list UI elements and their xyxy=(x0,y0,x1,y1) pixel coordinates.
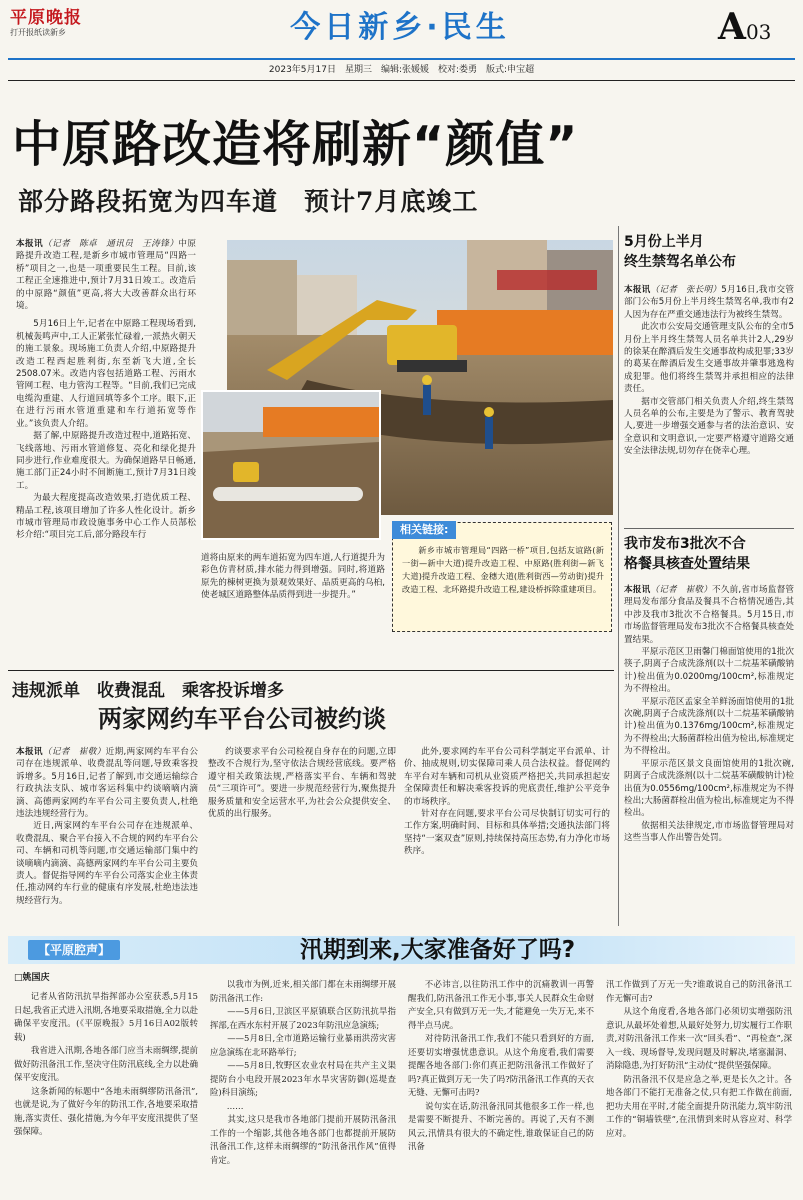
column-col-1 xyxy=(14,990,198,1139)
page-digits: 03 xyxy=(745,20,772,44)
page-letter: A xyxy=(718,6,746,48)
related-link-title: 相关链接: xyxy=(392,521,456,539)
lead-para-2: 5月16日上午,记者在中原路工程现场看到,机械轰鸣声中,工人正紧张忙碌着,一派热火朝天的施工景象。现场施工负责人介绍,中原路提升改造工程西起胜利街,东至新飞大道,全长2508.07米。改造内容包括道路工程、污雨水管网工程、电力管沟工程等。“目前,我们已完成电缆沟重建、人行道回填等多个工序。眼下,正在进行污雨水管道重建和车行道拓宽等作业。”该负责人介绍。 xyxy=(16,319,196,429)
lead-para-3: 据了解,中原路提升改造过程中,道路拓宽、飞线落地、污雨水管道修复、亮化和绿化提升同步进行,作业难度很大。为确保道路早日畅通,施工部门正24小时不间断施工,预计7月31日竣工。 xyxy=(16,431,196,491)
ridehail-column-1 xyxy=(16,746,198,907)
inset-photo-art xyxy=(203,392,379,538)
page-number xyxy=(718,8,771,51)
column-text-1: 记者从省防汛抗旱指挥部办公室获悉,5月15日起,我省正式进入汛期,各地要采取措施,全力以赴确保平安度汛。(《平原晚报》5月16日A02版转载) 我省进入汛期,各地各部门应当未雨绸缪,提前做好防汛备汛工作,坚决守住防汛底线,全力以赴确保平安度汛。 这条新闻的标题中“各地未雨绸缪防汛备汛”,也就是说,为了做好今年的防汛工作,各地要采取措施,落实责任、强化措施,为今年平安度汛提供了坚强保障。 xyxy=(14,991,198,1136)
lead-para-5: 道将由原来的两车道拓宽为四车道,人行道提升为彩色仿青材质,排水能力得到增强。同时,将道路原先的棟树更换为景观效果好、品质更高的乌桕,使老城区道路整体品质得到进一步提升。” xyxy=(201,553,385,601)
lead-para-4: 为最大程度提高改造效果,打造优质工程、精品工程,该项目增加了许多人性化设计。新乡市城市管理局市政设施事务中心工作人员郜松杉介绍:“项目完工后,部分路段车行 xyxy=(16,493,196,541)
ridehail-top-rule xyxy=(8,670,614,671)
drunk-drive-para-1-text: 5月16日,我市交管部门公布5月份上半月终生禁驾名单,我市有2人因为存在严重交通违法行为被终生禁驾。 xyxy=(624,285,794,320)
column-col-2 xyxy=(210,978,396,1167)
lead-subhead: 部分路段拓宽为四车道 预计7月底竣工 xyxy=(18,187,479,216)
construction-photo-inset xyxy=(201,390,381,540)
tableware-top-rule xyxy=(624,528,794,529)
drunk-drive-article xyxy=(624,232,794,458)
ridehail-para-2: 近日,两家网约车平台公司存在违规派单、收费混乱、聚合平台接入不合规的网约车平台公司、车辆和司机等问题,市交通运输部门集中约谈嘀嘀内滴滴、高德两家网约车平台公司主要负责人。督促指导网约车平台公司落实企业主体责任,推动网约车行业的健康有序发展,杜绝违法违规经营行为。 xyxy=(16,821,198,906)
lead-byline-note: （记者 陈卓 通讯员 王涛锋） xyxy=(43,239,179,249)
drunk-drive-title-1: 5月份上半月 xyxy=(624,234,704,250)
related-link-text: 新乡市城市管理局“四路一桥”项目,包括友谊路(新一街—新中大道)提升改造工程、中原路(胜利街—新飞大道)提升改造工程、金穗大道(胜利街西—劳动街)提升改造工程、北环路提升改造工程,建设桥拆除重建项目。 xyxy=(402,545,604,594)
lead-para-1-text: 中原路提升改造工程,是新乡市城市管理局“四路一桥”项目之一,也是一项重要民生工程。目前,该工程正全速推进中,预计7月31日竣工。改造后的中原路“颜值”更高,将大大改善群众出行环境。 xyxy=(16,239,196,312)
lead-column-2 xyxy=(201,552,385,602)
dateline: 2023年5月17日 星期三 编辑:张媛媛 校对:娄勇 版式:申宝超 xyxy=(268,65,535,75)
ridehail-column-2 xyxy=(208,746,396,820)
masthead-rule xyxy=(8,58,795,60)
right-column-rule xyxy=(618,226,619,926)
dateline-rule xyxy=(8,80,795,81)
tableware-para-2: 平原示范区卫雨馨门棉面馆使用的1批次筷子,阴离子合成洗涤剂(以十二烷基苯磺酸钠计)检出值为0.0200mg/100cm²,标准规定为不得检出。 xyxy=(624,647,794,695)
ridehail-byline-note: （记者 崔敬） xyxy=(42,747,106,757)
ridehail-para-1-text: 近期,两家网约车平台公司存在违规派单、收费混乱等问题,导致乘客投诉增多。5月16日,记者了解到,市交通运输综合行政执法支队、城市客运科集中约谈嘀嘀内滴滴、高德两家网约车平台公司主要负责人,杜绝违法违规经营行为。 xyxy=(16,747,198,820)
paper-slogan: 打开报纸读新乡 xyxy=(10,28,66,37)
lead-headline: 中原路改造将刷新“颜值” xyxy=(12,116,579,173)
column-text-3: 不必讳言,以往防汛工作中的沉痛教训一再警醒我们,防汛备汛工作无小事,事关人民群众生命财产安全,只有做到万无一失,才能避免一失万无,来不得半点马虎。 对待防汛备汛工作,我们不能只看到好的方面,还要切实增强忧患意识。从这个角度看,我们需要提醒各地各部门:你们真正把防汛备汛工作做好了吗?真正做到万无一失了吗?防汛备汛工作真的天衣无缝、无懈可击吗? 说句实在话,防汛备汛同其他很多工作一样,也是需要不断提升、不断完善的。再说了,天有不测风云,汛情具有很大的不确定性,谁敢保证自己的防汛备 xyxy=(408,979,594,1151)
tableware-para-4: 平原示范区景文良面馆使用的1批次碗,阴离子合成洗涤剂(以十二烷基苯磺酸钠计)检出值为0.0556mg/100cm²,标准规定为不得检出;大肠菌群检出值为检出,标准规定为不得检出。 xyxy=(624,758,794,819)
ridehail-para-1 xyxy=(16,746,198,820)
column-title: 汛期到来,大家准备好了吗? xyxy=(300,937,576,963)
drunk-drive-byline: 本报讯 xyxy=(624,285,651,295)
column-tag: 【平原腔声】 xyxy=(28,940,120,960)
drunk-drive-para-2: 此次市公安局交通管理支队公布的全市5月份上半月终生禁驾人员名单共计2人,29岁的徐某在醉酒后发生交通事故构成犯罪;33岁的葛某在醉酒后发生交通事故并肇事逃逸构成犯罪。他们将终生禁驾并承担相应的法律责任。 xyxy=(624,322,794,395)
column-author: □姚国庆 xyxy=(14,973,50,983)
lead-byline: 本报讯 xyxy=(16,239,44,249)
ridehail-title: 两家网约车平台公司被约谈 xyxy=(98,705,386,733)
drunk-drive-para-3: 据市交管部门相关负责人介绍,终生禁驾人员名单的公布,主要是为了警示、教育驾驶人,要进一步增强交通参与者的法治意识、安全意识和文明意识,一定要严格遵守道路交通安全法律法规,切勿存在侥幸心理。 xyxy=(624,396,794,457)
drunk-drive-byline-note: （记者 张长明） xyxy=(650,285,722,295)
tableware-title-2: 格餐具核查处置结果 xyxy=(624,556,750,572)
tableware-para-1-text: 不久前,省市场监督管理局发布部分食品及餐具不合格情况通告,其中涉及我市3批次不合格餐具。5月15日,市市场监督管理局发布3批次不合格餐具核查处置结果。 xyxy=(624,585,794,645)
section-title: 今日新乡·民生 xyxy=(290,10,510,45)
tableware-para-5: 依据相关法律规定,市市场监督管理局对这些当事人作出警告处罚。 xyxy=(624,820,794,844)
paper-logo xyxy=(10,8,90,36)
ridehail-para-5: 针对存在问题,要求平台公司尽快制订切实可行的工作方案,明确时间、目标和具体举措;交通执法部门将坚持“一案双查”原则,持续保持高压态势,有力净化市场秩序。 xyxy=(404,809,610,857)
column-col-3 xyxy=(408,978,594,1154)
ridehail-column-3 xyxy=(404,746,610,858)
tableware-para-3: 平原示范区孟家全羊鲜汤面馆使用的1批次碗,阴离子合成洗涤剂(以十二烷基苯磺酸钠计)检出值为0.1376mg/100cm²,标准规定为不得检出;大肠菌群检出值为检出,标准规定为不得检出。 xyxy=(624,696,794,757)
ridehail-para-3: 约谈要求平台公司检视自身存在的问题,立即整改不合规行为,坚守依法合规经营底线。要严格遵守相关政策法规,严格落实平台、车辆和驾驶员“三项许可”。要进一步规范经营行为,聚焦提升服务质量和安全运营水平,为社会公众提供安全、优质的出行服务。 xyxy=(208,747,396,820)
column-text-4: 汛工作做到了万无一失?谁敢说自己的防汛备汛工作无懈可击? 从这个角度看,各地各部门必须切实增强防汛意识,从最坏处着想,从最好处努力,切实履行工作职责,对防汛备汛工作来一次“回头看”、“再检查”,深入一线、现场督导,发现问题及时解决,堵塞漏洞、消除隐患,为打好防汛“主动仗”提供坚强保障。 防汛备汛不仅是应急之举,更是长久之计。各地各部门不能打无准备之仗,只有把工作做在前面,把功夫用在平时,才能全面提升防汛能力,筑牢防汛工作的“铜墙铁壁”,在汛情到来时从容应对、科学应对。 xyxy=(606,979,792,1138)
lead-column-1 xyxy=(16,238,196,542)
lead-para-1 xyxy=(16,238,196,312)
tableware-byline-note: （记者 崔敬） xyxy=(650,585,713,595)
drunk-drive-title-2: 终生禁驾名单公布 xyxy=(624,254,736,270)
ridehail-kicker: 违规派单 收费混乱 乘客投诉增多 xyxy=(12,681,284,701)
tableware-title-1: 我市发布3批次不合 xyxy=(624,536,746,552)
paper-name: 平原晚报 xyxy=(10,8,82,28)
ridehail-byline: 本报讯 xyxy=(16,747,43,757)
ridehail-para-4: 此外,要求网约车平台公司科学制定平台派单、计价、抽成规则,切实保障司乘人员合法权益。督促网约车平台对车辆和司机从业资质严格把关,共同承担起安全保障责任和解决乘客投诉的兜底责任,维护公平竞争的市场秩序。 xyxy=(404,747,610,807)
column-col-4 xyxy=(606,978,792,1140)
drunk-drive-para-1 xyxy=(624,284,794,321)
tableware-para-1 xyxy=(624,584,794,646)
column-text-2: 以我市为例,近来,相关部门都在未雨绸缪开展防汛备汛工作: ——5月6日,卫滨区平原镇联合区防汛抗旱指挥部,在西水东村开展了2023年防汛应急演练; ——5月8日,全市道路运输行业暴雨洪涝灾害应急演练在北环路举行; ——5月8日,牧野区农业农村局在共产主义渠提防台小电段开展2023年水旱灾害防御(巡堤查险)科目演练; …… 其实,这只是我市各地部门提前开展防汛备汛工作的一个缩影,其他各地各部门也都提前开展防汛备汛工作,这样未雨绸缪的“防汛备汛作风”值得肯定。 xyxy=(210,979,396,1165)
tableware-article xyxy=(624,534,794,845)
tableware-byline: 本报讯 xyxy=(624,585,651,595)
